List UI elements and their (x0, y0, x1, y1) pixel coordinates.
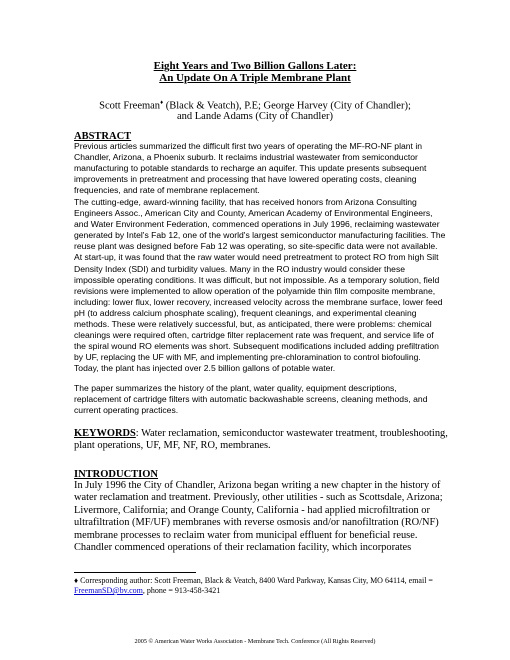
abstract-paragraph-2: The cutting-edge, award-winning facility, that has received honors from Arizona Consulting Engineers Assoc., American City and County, American Academy of Environmental Engineers, and Water Environment Federation, commenced operations in July 1996, reclaiming wastewater generated by Intel's Fab 12, one of the world's largest semiconductor manufacturing facilities. The reuse plant was designed before Fab 12 was operating, so site-specific data were not available. At start-up, it was found that the raw water would need pretreatment to protect RO from high Silt Density Index (SDI) and turbidity values. Many in the RO industry would consider these impossible operating conditions. It was difficult, but not impossible. As a temporary solution, field revisions were implemented to allow operation of the polyamide thin film composite membrane, including: lower flux, lower recovery, increased velocity across the membrane surface, lower feed pH (to address calcium phosphate scaling), frequent cleanings, and experimental cleaning methods. These were relatively successful, but, as anticipated, there were problems: chemical cleanings were required often, cartridge filter replacement rate was frequent, and service life of the spiral wound RO elements was short. Subsequent modifications included adding prefiltration by UF, replacing the UF with MF, and implementing pre-chloramination to control biofouling. Today, the plant has injected over 2.5 billion gallons of potable water. (74, 197, 446, 374)
corresponding-author-mark: ♦ (160, 100, 164, 106)
abstract-heading: ABSTRACT (74, 131, 132, 142)
paper-title-line-1: Eight Years and Two Billion Gallons Later: (153, 60, 357, 72)
footnote-email-link[interactable]: FreemanSD@bv.com (74, 586, 143, 595)
abstract-paragraph-3: The paper summarizes the history of the plant, water quality, equipment descriptions, replacement of cartridge filters with automatic backwashable screens, cleaning methods, and current operating practices. (74, 383, 428, 416)
introduction-paragraph-1: In July 1996 the City of Chandler, Arizona began writing a new chapter in the history of water reclamation and treatment. Previously, other utilities - such as Scottsdale, Arizona; Livermore, California; and Orange County, California - had applied microfiltration or ultrafiltration (MF/UF) membranes with reverse osmosis and/or nanofiltration (RO/NF) membrane processes to reclaim water from municipal effluent for beneficial reuse. Chandler commenced operations of their reclamation facility, which incorporates (74, 480, 443, 554)
keywords-paragraph (74, 428, 454, 453)
footnote-divider (74, 572, 196, 573)
footnote-text: Corresponding author: Scott Freeman, Black & Veatch, 8400 Ward Parkway, Kansas City, MO 64114, email = (78, 576, 433, 585)
page-footer: 2005 © American Water Works Association - Membrane Tech. Conference (All Rights Reserved) (134, 638, 376, 645)
introduction-heading: INTRODUCTION (74, 469, 159, 480)
keywords-text: : Water reclamation, semiconductor wastewater treatment, troubleshooting, plant operations, UF, MF, NF, RO, membranes. (74, 428, 448, 452)
footnote-phone: , phone = 913-458-3421 (142, 586, 221, 595)
footnote (74, 576, 454, 596)
paper-title-line-2: An Update On A Triple Membrane Plant (159, 72, 351, 84)
author-name: Scott Freeman (99, 100, 161, 112)
authors-line-2: and Lande Adams (City of Chandler) (176, 111, 333, 122)
abstract-paragraph-1: Previous articles summarized the difficult first two years of operating the MF-RO-NF plant in Chandler, Arizona, a Phoenix suburb. It reclaims industrial wastewater from semiconductor manufacturing to potable standards to recharge an aquifer. This update presents subsequent improvements in pretreatment and processing that have lowered operating costs, cleaning frequencies, and rate of membrane replacement. (74, 141, 427, 196)
footnote-mark: ♦ (74, 576, 79, 585)
keywords-label: KEYWORDS (74, 428, 136, 439)
author-affiliations: (Black & Veatch), P.E; George Harvey (City of Chandler); (163, 100, 411, 112)
